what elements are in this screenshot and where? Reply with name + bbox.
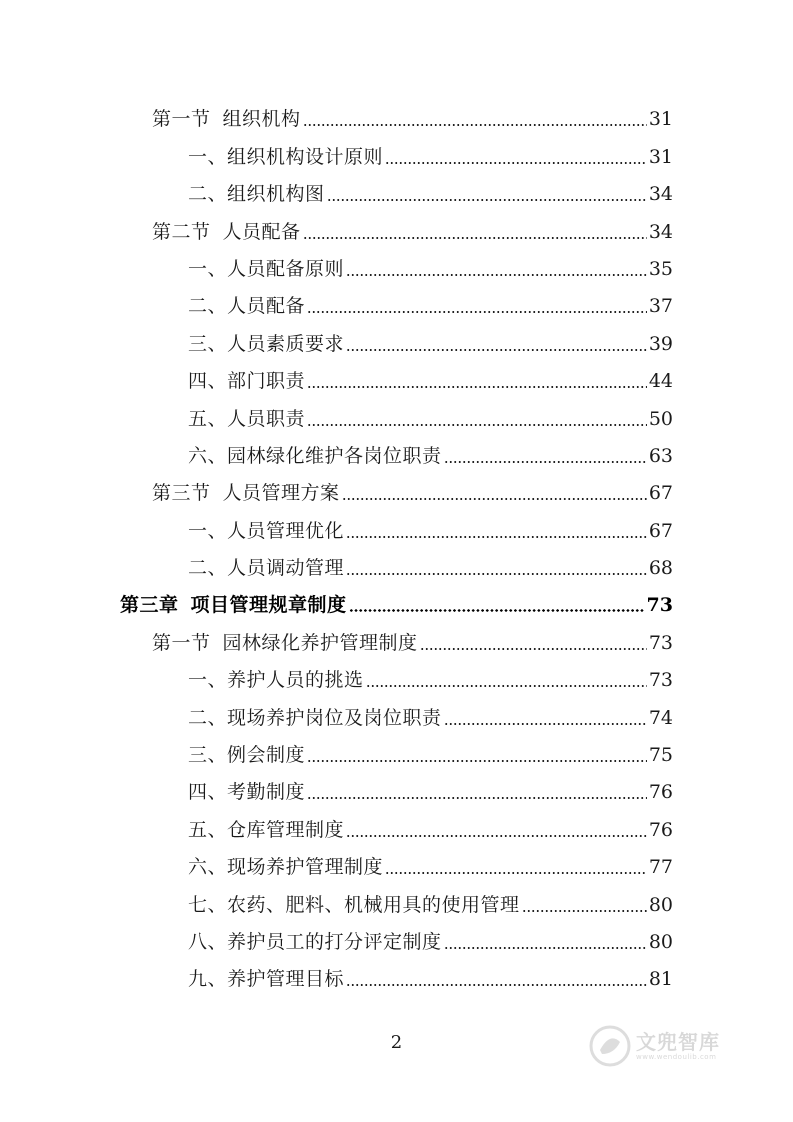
toc-entry[interactable] — [0, 175, 793, 212]
toc-entry-text: 人员管理方案 — [222, 482, 340, 505]
toc-entry-label: 二、 — [188, 295, 228, 318]
toc-entry-text: 组织机构 — [222, 108, 301, 131]
toc-entry-title — [120, 594, 347, 616]
toc-entry[interactable] — [0, 287, 793, 324]
dot-leader — [307, 760, 647, 762]
toc-entry-label: 第一节 — [152, 108, 211, 131]
toc-entry-title — [188, 669, 364, 691]
toc-entry-page: 80 — [648, 893, 673, 916]
toc-entry-label: 二、 — [188, 183, 228, 206]
watermark-url: www.wendoulib.com — [636, 1053, 717, 1061]
page-number: 2 — [390, 1032, 403, 1053]
toc-entry-page: 31 — [648, 145, 673, 168]
toc-entry-page: 44 — [648, 370, 673, 393]
toc-entry-title — [188, 146, 383, 168]
dot-leader — [346, 536, 647, 538]
watermark-name: 文兜智库 — [636, 1030, 720, 1054]
toc-entry-label: 一、 — [188, 669, 228, 692]
toc-entry[interactable] — [0, 137, 793, 174]
toc-entry-text: 现场养护管理制度 — [227, 856, 384, 879]
toc-entry-label: 第二节 — [152, 220, 211, 243]
toc-entry[interactable] — [0, 362, 793, 399]
dot-leader — [303, 124, 647, 126]
toc-entry-page: 67 — [648, 482, 673, 505]
toc-entry[interactable] — [0, 586, 793, 623]
dot-leader — [307, 424, 647, 426]
toc-entry-text: 项目管理规章制度 — [190, 594, 347, 617]
toc-entry-page: 67 — [648, 519, 673, 542]
toc-entry-label: 二、 — [188, 557, 228, 580]
toc-entry-page: 34 — [648, 220, 673, 243]
toc-entry-title — [188, 295, 305, 317]
toc-entry-title — [188, 856, 383, 878]
toc-entry[interactable] — [0, 848, 793, 885]
toc-entry-text: 人员素质要求 — [227, 332, 345, 355]
toc-entry-text: 人员配备 — [222, 220, 301, 243]
toc-entry-label: 一、 — [188, 257, 228, 280]
toc-entry-label: 四、 — [188, 781, 228, 804]
toc-entry[interactable] — [0, 212, 793, 249]
toc-entry-label: 第三节 — [152, 482, 211, 505]
toc-entry-page: 76 — [648, 781, 673, 804]
table-of-contents — [0, 100, 793, 997]
toc-entry-text: 部门职责 — [227, 370, 306, 393]
dot-leader — [385, 872, 647, 874]
toc-entry-title — [188, 445, 442, 467]
toc-entry-page: 31 — [648, 108, 673, 131]
toc-entry-page: 81 — [648, 968, 673, 991]
toc-entry[interactable] — [0, 960, 793, 997]
toc-entry[interactable] — [0, 100, 793, 137]
toc-entry-text: 养护管理目标 — [227, 968, 345, 991]
toc-entry-title — [188, 894, 520, 916]
toc-entry-title — [188, 707, 442, 729]
toc-entry[interactable] — [0, 250, 793, 287]
toc-entry-title — [188, 408, 305, 430]
toc-entry-label: 八、 — [188, 930, 228, 953]
toc-entry-page: 63 — [648, 444, 673, 467]
toc-entry-label: 一、 — [188, 519, 228, 542]
dot-leader — [327, 199, 647, 201]
toc-entry-page: 50 — [648, 407, 673, 430]
toc-entry-title — [152, 221, 301, 243]
toc-entry-page: 73 — [648, 669, 673, 692]
toc-entry-label: 第三章 — [120, 594, 179, 617]
dot-leader — [444, 723, 647, 725]
dot-leader — [342, 498, 647, 500]
dot-leader — [444, 461, 647, 463]
toc-entry-text: 组织机构设计原则 — [227, 145, 384, 168]
toc-entry[interactable] — [0, 885, 793, 922]
toc-entry-page: 73 — [648, 631, 673, 654]
toc-entry-title — [152, 108, 301, 130]
toc-entry-page: 74 — [648, 706, 673, 729]
toc-entry[interactable] — [0, 773, 793, 810]
dot-leader — [303, 237, 647, 239]
toc-entry-title — [188, 520, 344, 542]
toc-entry-page: 76 — [648, 818, 673, 841]
toc-entry-page: 39 — [648, 332, 673, 355]
toc-entry-text: 人员配备原则 — [227, 257, 345, 280]
toc-entry-title — [188, 744, 305, 766]
dot-leader — [349, 609, 645, 612]
toc-entry-text: 组织机构图 — [227, 183, 325, 206]
toc-entry-text: 养护员工的打分评定制度 — [227, 930, 442, 953]
dot-leader — [346, 349, 647, 351]
toc-entry-page: 68 — [648, 557, 673, 580]
dot-leader — [366, 685, 647, 687]
toc-entry-text: 人员职责 — [227, 407, 306, 430]
toc-entry[interactable] — [0, 324, 793, 361]
dot-leader — [346, 835, 647, 837]
toc-entry-page: 80 — [648, 930, 673, 953]
toc-entry-title — [188, 183, 325, 205]
toc-entry-text: 人员配备 — [227, 295, 306, 318]
toc-entry-label: 六、 — [188, 856, 228, 879]
toc-entry-label: 一、 — [188, 145, 228, 168]
toc-entry-text: 园林绿化维护各岗位职责 — [227, 444, 442, 467]
toc-entry-title — [188, 781, 305, 803]
logo-icon — [588, 1024, 632, 1068]
dot-leader — [346, 573, 647, 575]
toc-entry-label: 三、 — [188, 332, 228, 355]
toc-entry[interactable] — [0, 661, 793, 698]
dot-leader — [444, 947, 647, 949]
dot-leader — [346, 984, 647, 986]
toc-entry[interactable] — [0, 474, 793, 511]
toc-entry-title — [152, 482, 340, 504]
toc-entry-title — [188, 557, 344, 579]
toc-entry-title — [188, 968, 344, 990]
dot-leader — [307, 311, 647, 313]
toc-entry-text: 现场养护岗位及岗位职责 — [227, 706, 442, 729]
toc-entry[interactable] — [0, 736, 793, 773]
dot-leader — [307, 797, 647, 799]
toc-entry[interactable] — [0, 511, 793, 548]
toc-entry-page: 34 — [648, 183, 673, 206]
toc-entry-page: 35 — [648, 257, 673, 280]
toc-entry-label: 七、 — [188, 893, 228, 916]
dot-leader — [385, 162, 647, 164]
toc-entry[interactable] — [0, 399, 793, 436]
toc-entry[interactable] — [0, 698, 793, 735]
toc-entry-label: 六、 — [188, 444, 228, 467]
toc-entry-title — [152, 632, 418, 654]
toc-entry-text: 养护人员的挑选 — [227, 669, 364, 692]
toc-entry-text: 人员管理优化 — [227, 519, 345, 542]
toc-entry-text: 人员调动管理 — [227, 557, 345, 580]
toc-entry[interactable] — [0, 549, 793, 586]
toc-entry-label: 五、 — [188, 818, 228, 841]
toc-entry[interactable] — [0, 623, 793, 660]
toc-entry-page: 75 — [648, 744, 673, 767]
toc-entry-page: 73 — [646, 594, 673, 617]
toc-entry-text: 考勤制度 — [227, 781, 306, 804]
dot-leader — [522, 910, 647, 912]
toc-entry[interactable] — [0, 923, 793, 960]
toc-entry-text: 例会制度 — [227, 744, 306, 767]
toc-entry-title — [188, 931, 442, 953]
toc-entry-label: 第一节 — [152, 631, 211, 654]
toc-entry-label: 五、 — [188, 407, 228, 430]
dot-leader — [420, 648, 647, 650]
toc-entry-title — [188, 258, 344, 280]
toc-entry-text: 仓库管理制度 — [227, 818, 345, 841]
dot-leader — [346, 274, 647, 276]
toc-entry-page: 77 — [648, 856, 673, 879]
toc-entry-text: 农药、肥料、机械用具的使用管理 — [227, 893, 520, 916]
toc-entry-page: 37 — [648, 295, 673, 318]
toc-entry[interactable] — [0, 437, 793, 474]
toc-entry-label: 二、 — [188, 706, 228, 729]
toc-entry-label: 九、 — [188, 968, 228, 991]
toc-entry-label: 四、 — [188, 370, 228, 393]
dot-leader — [307, 386, 647, 388]
toc-entry-title — [188, 370, 305, 392]
toc-entry-title — [188, 819, 344, 841]
toc-entry-text: 园林绿化养护管理制度 — [222, 631, 418, 654]
toc-entry[interactable] — [0, 810, 793, 847]
toc-entry-title — [188, 333, 344, 355]
watermark — [588, 1018, 758, 1074]
toc-entry-label: 三、 — [188, 744, 228, 767]
